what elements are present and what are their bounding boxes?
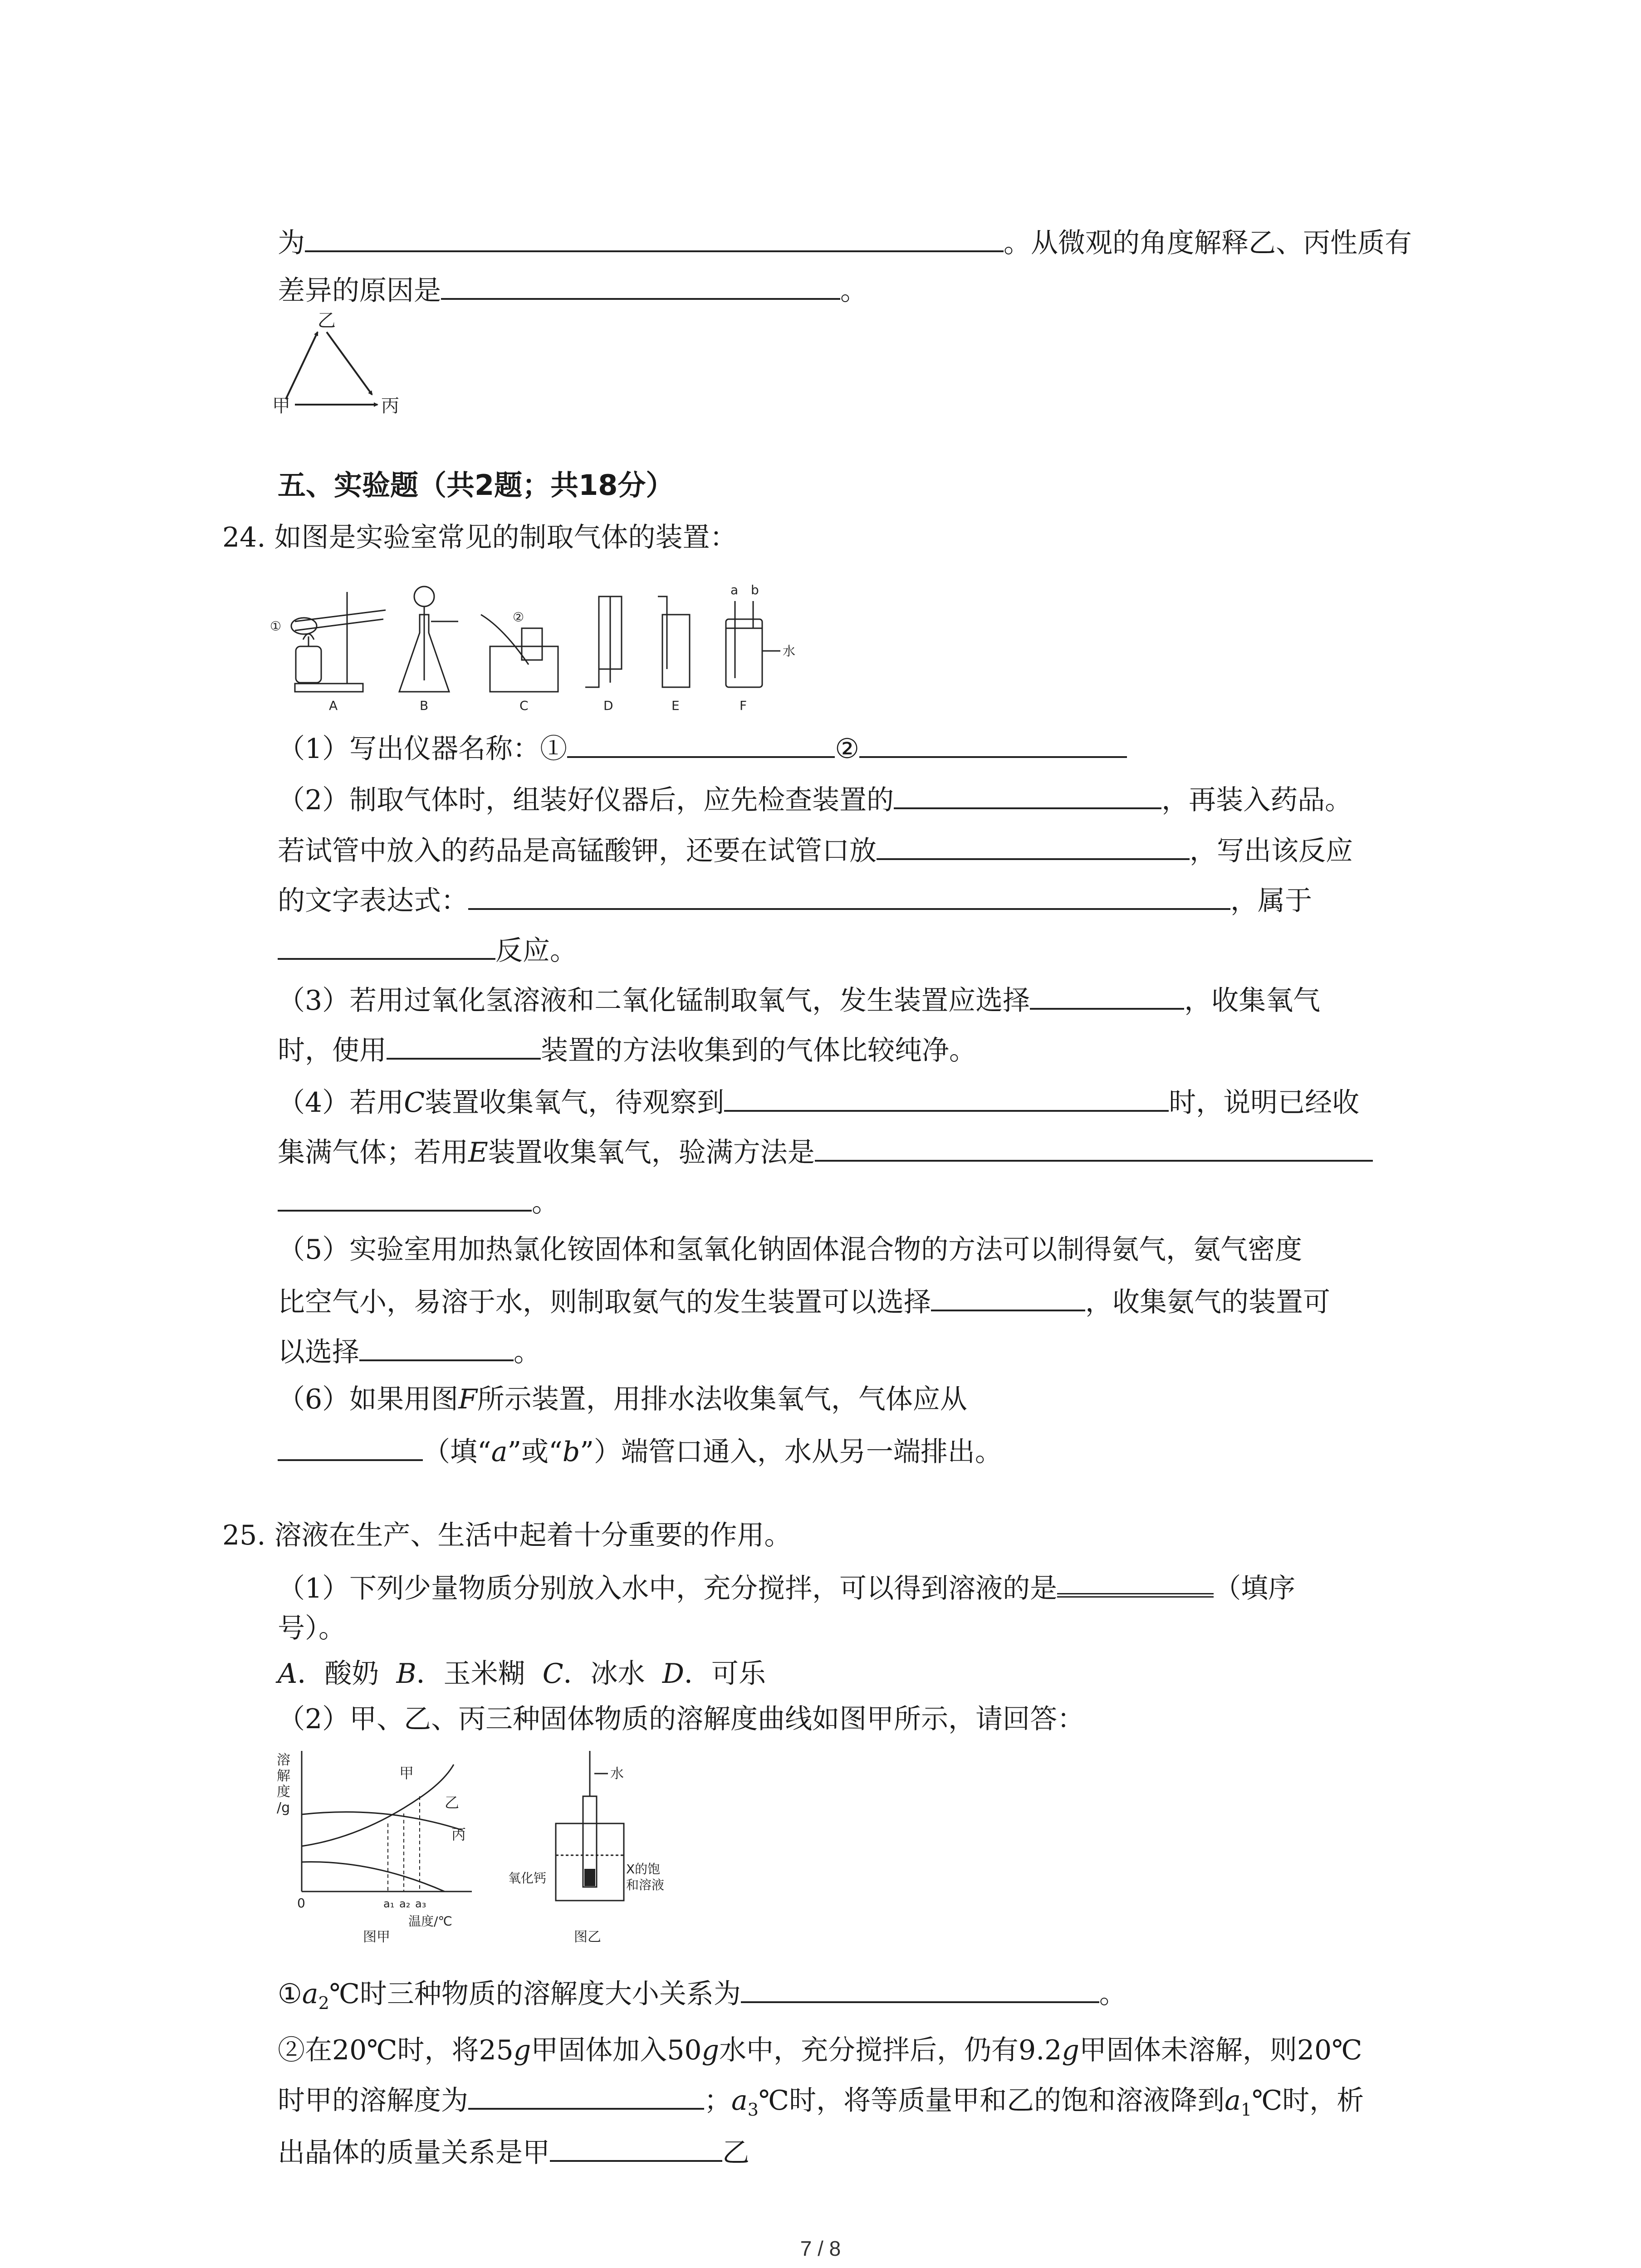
caption-yi: 图乙 (574, 1929, 601, 1945)
text-line: （1）写出仪器名称：① ② (278, 728, 1127, 767)
answer-blank[interactable] (278, 1182, 532, 1212)
option-D[interactable]: D (662, 1658, 684, 1690)
answer-blank[interactable] (550, 2132, 722, 2162)
answer-blank[interactable] (815, 1132, 1373, 1162)
answer-blank[interactable] (468, 880, 1230, 910)
text: 为 (278, 227, 305, 259)
label-water: 水 (783, 644, 796, 659)
answer-blank[interactable] (305, 222, 1004, 252)
answer-blank[interactable] (741, 1973, 1099, 2003)
text-line: （6）如果用图F所示装置，用排水法收集氧气，气体应从 (278, 1383, 967, 1415)
label-B: B (420, 698, 429, 713)
text-line: （2）甲、乙、丙三种固体物质的溶解度曲线如图甲所示，请回答： (278, 1703, 1085, 1735)
bottle-f (726, 619, 762, 687)
answer-blank[interactable] (359, 1331, 514, 1361)
text-line: （1）下列少量物质分别放入水中，充分搅拌，可以得到溶液的是 （填序 (278, 1565, 1295, 1607)
arrow-yi-bing (327, 332, 372, 395)
text-line: 以选择 。 (278, 1331, 541, 1370)
text-line: （4）若用C装置收集氧气，待观察到 时，说明已经收 (278, 1082, 1359, 1121)
section-title: 五、实验题（共2题；共18分） (278, 469, 674, 502)
answer-blank[interactable] (1030, 980, 1184, 1010)
text-line: （填“a”或“b”）端管口通入，水从另一端排出。 (278, 1431, 1002, 1470)
triangle-diagram (272, 308, 417, 426)
label-b: b (751, 582, 759, 597)
arrow-jia-yi (286, 332, 318, 399)
option-B[interactable]: B (396, 1658, 416, 1690)
text-line: 。 (278, 1182, 559, 1221)
answer-blank[interactable] (468, 2080, 704, 2110)
x-label: 温度/℃ (408, 1914, 452, 1929)
y-label: 解 (277, 1768, 290, 1784)
gas-bottle (522, 628, 542, 660)
y-label: 溶 (277, 1752, 290, 1768)
label-A: A (329, 698, 338, 713)
text-line: 集满气体；若用E装置收集氧气，验满方法是 (278, 1132, 1373, 1171)
text-line: 的文字表达式： ，属于 (278, 880, 1312, 919)
text-line: 比空气小，易溶于水，则制取氨气的发生装置可以选择 ，收集氨气的装置可 (278, 1281, 1330, 1320)
text-line (278, 270, 867, 309)
tick-a3: a₃ (415, 1897, 426, 1910)
cao-solid (584, 1869, 595, 1886)
text-line: $①a_2℃$时三种物质的溶解度大小关系为 。 (278, 1973, 1127, 2021)
curve-label-yi: 乙 (445, 1794, 460, 1811)
text-line: 时，使用 装置的方法收集到的气体比较纯净。 (278, 1030, 976, 1069)
tick-a2: a₂ (399, 1897, 411, 1910)
stand-base (295, 684, 363, 692)
funnel (414, 587, 434, 606)
text-line: （3）若用过氧化氢溶液和二氧化锰制取氧气，发生装置应选择 ，收集氧气 (278, 980, 1320, 1019)
y-label: 度 (277, 1784, 290, 1800)
text-line: （2）制取气体时，组装好仪器后，应先检查装置的 ，再装入药品。 (278, 779, 1352, 818)
test-tube (295, 610, 386, 621)
text: 差异的原因是 (278, 275, 441, 307)
options-line: A．酸奶 B．玉米糊 C．冰水 D．可乐 (278, 1658, 766, 1690)
answer-blank[interactable] (1057, 1565, 1214, 1598)
answer-blank[interactable] (441, 270, 840, 300)
text: 。从微观的角度解释乙、丙性质有 (1004, 227, 1412, 259)
text-line: 反应。 (278, 930, 577, 969)
answer-blank[interactable] (278, 1431, 423, 1461)
answer-blank[interactable] (278, 930, 495, 960)
y-label: /g (277, 1800, 290, 1816)
apparatus-figure (268, 578, 839, 714)
water-trough (490, 646, 558, 692)
curve-jia (302, 1765, 454, 1846)
origin: 0 (297, 1896, 305, 1911)
text: 。 (840, 275, 867, 307)
answer-blank[interactable] (724, 1082, 1169, 1112)
curve-label-bing: 丙 (451, 1826, 466, 1843)
answer-blank[interactable] (859, 728, 1127, 758)
label-x-saturated-2: 和溶液 (626, 1877, 665, 1892)
label-bing: 丙 (381, 396, 399, 416)
label-E: E (671, 698, 680, 713)
label-yi: 乙 (318, 310, 336, 331)
text-line: 出晶体的质量关系是甲 乙 (278, 2132, 749, 2171)
tick-a1: a₁ (383, 1897, 395, 1910)
label-C: C (519, 698, 529, 713)
label-cao: 氧化钙 (508, 1871, 547, 1886)
solubility-figure (272, 1746, 726, 1946)
option-C[interactable]: C (542, 1658, 563, 1690)
text-line: 号）。 (278, 1613, 346, 1644)
label-x-saturated: X的饱 (626, 1862, 661, 1877)
answer-blank[interactable] (894, 779, 1161, 809)
alcohol-lamp (296, 646, 321, 683)
label-D: D (603, 698, 613, 713)
answer-blank[interactable] (877, 830, 1190, 860)
label-jia: 甲 (272, 396, 290, 416)
label-a: a (730, 582, 739, 597)
caption-jia: 图甲 (363, 1929, 390, 1945)
question-stem: 25. 溶液在生产、生活中起着十分重要的作用。 (222, 1520, 792, 1551)
text-line: 时甲的溶解度为 ；$a_3℃$时，将等质量甲和乙的饱和溶液降到$a_1℃$时，析 (278, 2080, 1364, 2128)
label-water: 水 (610, 1766, 624, 1782)
page-number: 7 / 8 (800, 2237, 841, 2260)
text-line: （5）实验室用加热氯化铵固体和氢氧化钠固体混合物的方法可以制得氨气，氨气密度 (278, 1234, 1303, 1266)
mark-2: ② (513, 610, 524, 625)
answer-blank[interactable] (567, 728, 835, 758)
answer-blank[interactable] (931, 1281, 1085, 1311)
mark-1: ① (270, 619, 282, 634)
curve-yi (302, 1812, 463, 1830)
text-line (278, 222, 1412, 261)
option-A[interactable]: A (278, 1658, 298, 1690)
text-line: 若试管中放入的药品是高锰酸钾，还要在试管口放 ，写出该反应 (278, 830, 1353, 869)
beaker (556, 1823, 624, 1901)
text-line: ②在20℃时，将25g甲固体加入50g水中，充分搅拌后，仍有9.2g甲固体未溶解，则20℃ (278, 2034, 1362, 2066)
curve-bing (302, 1862, 445, 1892)
answer-blank[interactable] (387, 1030, 541, 1060)
question-stem: 24. 如图是实验室常见的制取气体的装置： (222, 522, 737, 553)
label-F: F (740, 698, 747, 713)
curve-label-jia: 甲 (399, 1765, 414, 1782)
